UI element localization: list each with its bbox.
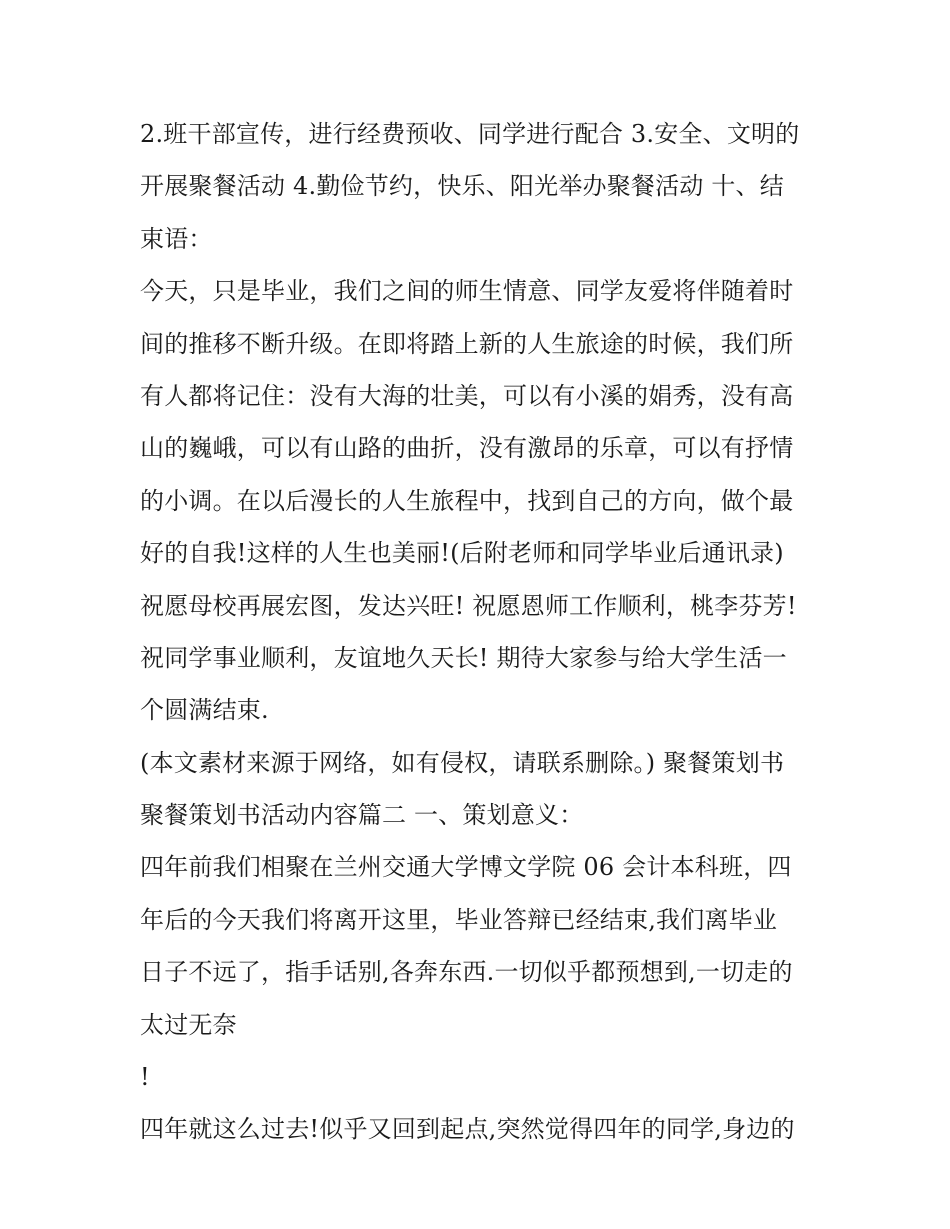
text-line: 好的自我!这样的人生也美丽!(后附老师和同学毕业后通讯录) bbox=[140, 539, 784, 568]
text-line: 的小调。在以后漫长的人生旅程中，找到自己的方向，做个最 bbox=[140, 486, 794, 515]
text-line: 日子不远了，指手话别,各奔东西.一切似乎都预想到,一切走的 bbox=[140, 958, 793, 987]
text-line: 山的巍峨，可以有山路的曲折，没有激昂的乐章，可以有抒情 bbox=[140, 434, 794, 463]
text-line: 束语： bbox=[140, 224, 213, 253]
text-line: 2.班干部宣传，进行经费预收、同学进行配合 3.安全、文明的 bbox=[140, 120, 800, 148]
text-line: 有人都将记住：没有大海的壮美，可以有小溪的娟秀，没有高 bbox=[140, 381, 794, 410]
text-line: 太过无奈 bbox=[140, 1010, 237, 1039]
document-body bbox=[140, 108, 820, 1156]
text-line: 四年前我们相聚在兰州交通大学博文学院 06 会计本科班，四 bbox=[140, 853, 792, 882]
text-line: 祝愿母校再展宏图，发达兴旺! 祝愿恩师工作顺利，桃李芬芳! bbox=[140, 591, 797, 620]
text-line: (本文素材来源于网络，如有侵权，请联系删除。) 聚餐策划书 bbox=[140, 748, 785, 777]
text-line: 个圆满结束. bbox=[140, 696, 269, 725]
text-line: 祝同学事业顺利，友谊地久天长! 期待大家参与给大学生活一 bbox=[140, 643, 787, 672]
text-line: 间的推移不断升级。在即将踏上新的人生旅途的时候，我们所 bbox=[140, 329, 794, 358]
text-line: 聚餐策划书活动内容篇二 一、策划意义： bbox=[140, 801, 584, 830]
text-line: 年后的今天我们将离开这里，毕业答辩已经结束,我们离毕业 bbox=[140, 905, 778, 934]
text-line: 四年就这么过去!似乎又回到起点,突然觉得四年的同学,身边的 bbox=[140, 1115, 795, 1144]
text-line: 今天，只是毕业，我们之间的师生情意、同学友爱将伴随着时 bbox=[140, 277, 794, 306]
text-line: 开展聚餐活动 4.勤俭节约，快乐、阳光举办聚餐活动 十、结 bbox=[140, 172, 784, 201]
text-line: ! bbox=[140, 1063, 150, 1092]
